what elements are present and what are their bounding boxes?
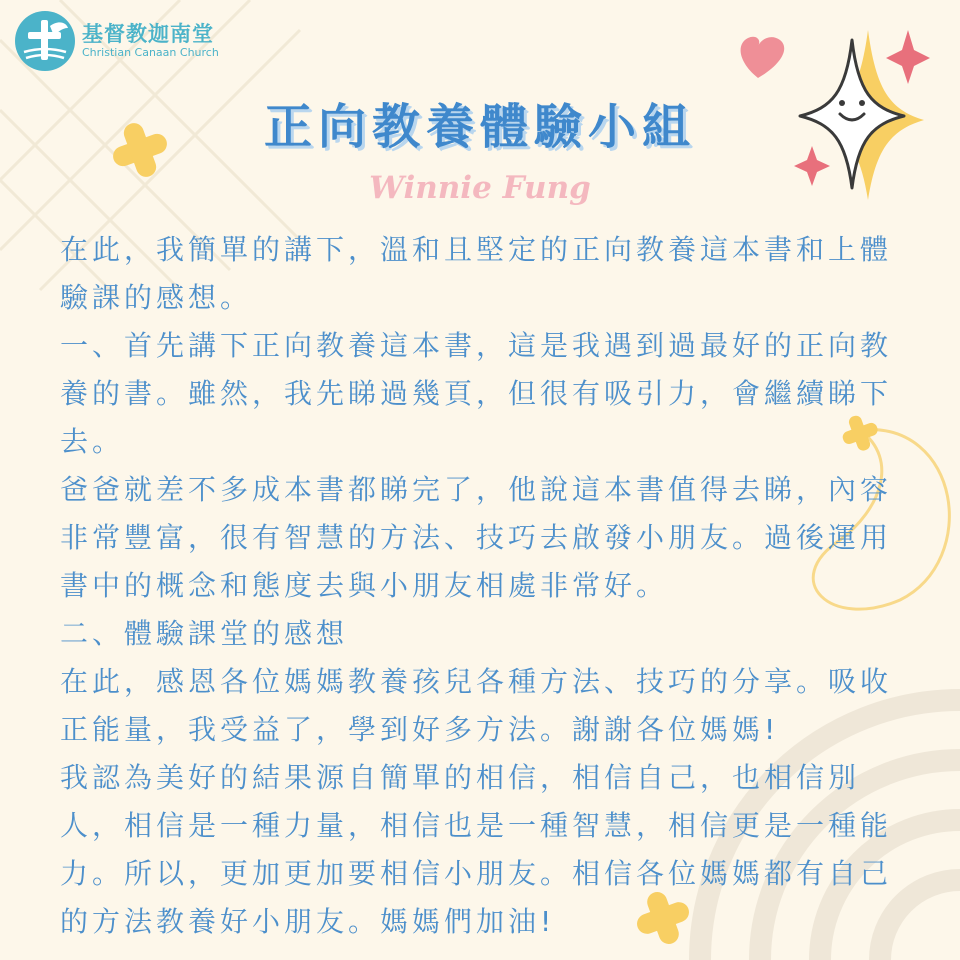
sparkle-icon bbox=[886, 30, 930, 84]
cross-dove-icon bbox=[14, 10, 76, 72]
church-english-name: Christian Canaan Church bbox=[82, 45, 219, 59]
paragraph: 一、首先講下正向教養這本書，這是我遇到過最好的正向教養的書。雖然，我先睇過幾頁，但很有吸引力，會繼續睇下去。 bbox=[60, 329, 893, 458]
paragraph: 爸爸就差不多成本書都睇完了，他說這本書值得去睇，內容非常豐富，很有智慧的方法、技巧去啟發小朋友。過後運用書中的概念和態度去與小朋友相處非常好。 bbox=[60, 473, 893, 602]
article-body bbox=[60, 226, 910, 946]
heart-icon bbox=[741, 37, 785, 78]
church-logo bbox=[14, 10, 219, 72]
paragraph: 二、體驗課堂的感想 bbox=[60, 617, 349, 650]
page-title: 正向教養體驗小組 bbox=[263, 99, 696, 155]
paragraph: 我認為美好的結果源自簡單的相信，相信自己，也相信別人，相信是一種力量，相信也是一種智慧，相信更是一種能力。所以，更加更加要相信小朋友。相信各位媽媽都有自己的方法教養好小朋友。媽媽們加油! bbox=[60, 761, 893, 938]
paragraph: 在此，感恩各位媽媽教養孩兒各種方法、技巧的分享。吸收正能量，我受益了，學到好多方法。謝謝各位媽媽! bbox=[60, 665, 893, 746]
church-chinese-name: 基督教迦南堂 bbox=[82, 22, 214, 47]
logo-text bbox=[82, 23, 219, 58]
paragraph: 在此，我簡單的講下，溫和且堅定的正向教養這本書和上體驗課的感想。 bbox=[60, 233, 893, 314]
author-name: Winnie Fung bbox=[369, 170, 591, 206]
